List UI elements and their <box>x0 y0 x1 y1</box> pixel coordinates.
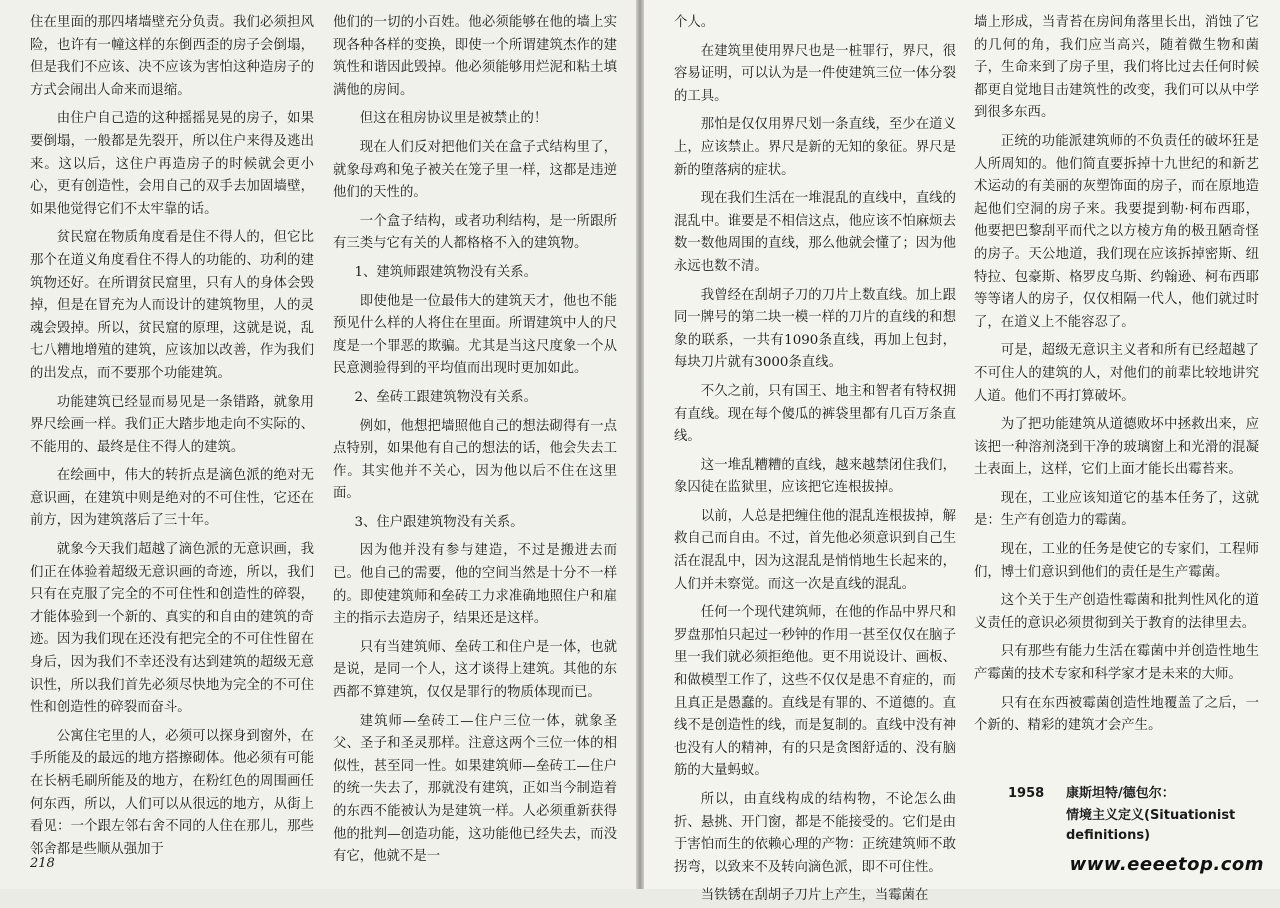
paragraph: 这个关于生产创造性霉菌和批判性风化的道义责任的意识必须贯彻到关于教育的法律里去。 <box>974 593 1259 631</box>
paragraph: 现在，工业的任务是使它的专家们，工程师们，博士们意识到他们的责任是生产霉菌。 <box>974 542 1259 580</box>
book-gutter <box>636 0 644 889</box>
citation-work: 情境主义定义(Situationist definitions) <box>1066 808 1236 843</box>
numbered-heading: 2、垒砖工跟建筑物没有关系。 <box>354 389 538 405</box>
paragraph: 当铁锈在刮胡子刀片上产生，当霉菌在 <box>700 888 929 904</box>
paragraph: 例如，他想把墙照他自己的想法砌得有一点点特别，如果他有自己的想法的话，他会失去工作。其实他并不关心，因为他以后不住在这里面。 <box>333 418 617 502</box>
left-page <box>0 0 636 889</box>
paragraph: 这一堆乱糟糟的直线，越来越禁闭住我们，象囚徒在监狱里，应该把它连根拔掉。 <box>674 457 956 496</box>
paragraph: 就象今天我们超越了滴色派的无意识画，我们正在体验着超级无意识画的奇迹，所以，我们只有在克服了完全的不可住性和创造性的碎裂，才能体验到一个新的、真实的和自由的建筑的奇迹。因为我们现在还没有把完全的不可住性留在身后，因为我们不幸还没有达到建筑的超级无意识性，所以我们首先必须尽快地为完全的不可住性和创造性的碎裂而奋斗。 <box>30 542 314 716</box>
right-page <box>644 0 1280 904</box>
paragraph: 在建筑里使用界尺也是一桩罪行，界尺，很容易证明，可以认为是一件使建筑三位一体分裂的工具。 <box>674 43 956 104</box>
paragraph: 现在我们生活在一堆混乱的直线中，直线的混乱中。谁要是不相信这点，他应该不怕麻烦去数一数他周围的直线，那么他就会懂了；因为他永远也数不清。 <box>674 191 956 274</box>
paragraph: 可是，超级无意识主义者和所有已经超越了不可住人的建筑的人，对他们的前辈比较地讲究人道。他们不再打算破坏。 <box>974 343 1259 404</box>
paragraph: 只有在东西被霉菌创造性地覆盖了之后，一个新的、精彩的建筑才会产生。 <box>974 695 1259 734</box>
paragraph: 个人。 <box>674 15 715 30</box>
paragraph: 公寓住宅里的人，必须可以探身到窗外，在手所能及的最远的地方搭擦砌体。他必须有可能在长柄毛刷所能及的地方，在粉红色的周围画任何东西，所以，人们可以从很远的地方，从街上看见：一个跟左邻右舍不同的人住在那儿，那些邻舍都是些顺从强加于 <box>30 728 314 857</box>
numbered-heading: 3、住户跟建筑物没有关系。 <box>354 514 524 530</box>
paragraph: 在绘画中，伟大的转折点是滴色派的绝对无意识画，在建筑中则是绝对的不可住性，它还在前方，因为建筑落后了三十年。 <box>30 468 314 529</box>
paragraph: 一个盒子结构，或者功利结构，是一所跟所有三类与它有关的人都格格不入的建筑物。 <box>333 213 617 252</box>
citation-year: 1958 <box>1008 786 1045 801</box>
paragraph: 功能建筑已经显而易见是一条错路，就象用界尺绘画一样。我们正大踏步地走向不实际的、不能用的、最终是住不得人的建筑。 <box>30 394 314 455</box>
numbered-heading: 1、建筑师跟建筑物没有关系。 <box>354 264 538 280</box>
paragraph: 以前，人总是把缠住他的混乱连根拔掉，解救自己而自由。不过，首先他必须意识到自己生活在混乱中，因为这混乱是悄悄地生长起来的，人们并未察觉。而这一次是直线的混乱。 <box>674 508 956 592</box>
paragraph: 正统的功能派建筑师的不负责任的破坏狂是人所周知的。他们简直要拆掉十九世纪的和新艺术运动的有美丽的灰塑饰面的房子，而在原地造起他们空洞的房子来。我要提到勒·柯布西耶，他要把巴黎刮平而代之以方棱方角的极丑陋奇怪的房子。天公地道，我们现在应该拆掉密斯、纽特拉、包豪斯、格罗皮乌斯、约翰逊、柯布西耶等等诸人的房子，仅仅相隔一代人，他们就过时了，在道义上不能容忍了。 <box>974 133 1259 330</box>
paragraph: 贫民窟在物质角度看是住不得人的，但它比那个在道义角度看住不得人的功能的、功利的建筑物还好。在所谓贫民窟里，只有人的身体会毁掉，但是在冒充为人而设计的建筑物里，人的灵魂会毁掉。所以，贫民窟的原理，这就是说，乱七八糟地增殖的建筑，应该加以改善，作为我们的出发点，而不要那个功能建筑。 <box>30 230 314 381</box>
paragraph: 只有当建筑师、垒砖工和住户是一体，也就是说，是同一个人，这才谈得上建筑。其他的东西都不算建筑，仅仅是罪行的物质体现而已。 <box>333 639 617 701</box>
paragraph: 现在，工业应该知道它的基本任务了，这就是：生产有创造力的霉菌。 <box>974 490 1259 529</box>
left-column-2 <box>333 12 617 865</box>
page-number: 218 <box>30 856 55 871</box>
watermark-link: www.eeeetop.com <box>1069 854 1264 875</box>
paragraph: 现在人们反对把他们关在盒子式结构里了，就象母鸡和兔子被关在笼子里一样，这都是违逆他们的天性的。 <box>333 139 617 201</box>
right-column-1 <box>674 12 956 904</box>
paragraph: 因为他并没有参与建造，不过是搬进去而已。他自己的需要，他的空间当然是十分不一样的。即使建筑师和垒砖工力求准确地照住户和雇主的指示去造房子，结果还是这样。 <box>333 543 617 627</box>
paragraph: 他们的一切的小百姓。他必须能够在他的墙上实现各种各样的变换，即使一个所谓建筑杰作的建筑性和谐因此毁掉。他必须能够用烂泥和粘土填满他的房间。 <box>333 15 617 98</box>
left-column-1 <box>30 12 314 857</box>
paragraph: 我曾经在刮胡子刀的刀片上数直线。加上跟同一牌号的第二块一模一样的刀片的直线的和想象的联系，一共有1090条直线，再加上包封，每块刀片就有3000条直线。 <box>674 287 956 371</box>
paragraph: 住在里面的那四堵墙壁充分负责。我们必须担风险，也许有一幢这样的东倒西歪的房子会倒塌，但是我们不应该、决不应该为害怕这种造房子的方式会闹出人命来而退缩。 <box>30 15 314 98</box>
paragraph: 不久之前，只有国王、地主和智者有特权拥有直线。现在每个傻瓜的裤袋里都有几百万条直线。 <box>674 383 956 445</box>
paragraph: 只有那些有能力生活在霉菌中并创造性地生产霉菌的技术专家和科学家才是未来的大师。 <box>974 644 1259 683</box>
paragraph: 为了把功能建筑从道德败坏中拯救出来，应该把一种溶剂浇到干净的玻璃窗上和光滑的混凝土表面上，这样，它们上面才能长出霉苔来。 <box>974 417 1259 478</box>
paragraph: 那怕是仅仅用界尺划一条直线，至少在道义上，应该禁止。界尺是新的无知的象征。界尺是新的堕落病的症状。 <box>674 117 956 178</box>
paragraph: 由住户自己造的这种摇摇晃晃的房子，如果要倒塌，一般都是先裂开，所以住户来得及逃出来。这以后，这住户再造房子的时候就会更小心，更有创造性，会用自己的双手去加固墙壁，如果他觉得它们不太牢靠的话。 <box>30 111 314 217</box>
paragraph: 墙上形成，当青苔在房间角落里长出，消蚀了它的几何的角，我们应当高兴，随着微生物和菌子，生命来到了房子里，我们将比过去任何时候都更自觉地目击建筑性的改变，我们可以从中学到很多东西。 <box>974 15 1259 121</box>
paragraph: 即使他是一位最伟大的建筑天才，他也不能预见什么样的人将住在里面。所谓建筑中人的尺度是一个罪恶的欺骗。尤其是当这尺度象一个从民意测验得到的平均值而出现时更加如此。 <box>333 293 617 377</box>
paragraph: 建筑师—垒砖工—住户三位一体，就象圣父、圣子和圣灵那样。注意这两个三位一体的相似性，甚至同一性。如果建筑师—垒砖工—住户的统一失去了，那就没有建筑，正如当今制造着的东西不能被认为是建筑一样。人必须重新获得他的批判—创造功能，这功能他已经失去，而没有它，他就不是一 <box>333 713 617 865</box>
paragraph: 所以，由直线构成的结构物，不论怎么曲折、悬挑、开门窗，都是不能接受的。它们是由于害怕而生的依赖心理的产物：正统建筑师不敢拐弯，以致来不及转向滴色派，即不可住性。 <box>674 792 956 875</box>
paragraph: 任何一个现代建筑师，在他的作品中界尺和罗盘那怕只起过一秒钟的作用一甚至仅仅在脑子里一我们就必须拒绝他。更不用说设计、画板、和做模型工作了，这些不仅仅是患不育症的，而且真正是愚蠢的。直线是有罪的、不道德的。直线不是创造性的线，而是复制的。直线中没有神也没有人的精神，有的只是贪图舒适的、没有脑筋的大量蚂蚁。 <box>674 605 956 779</box>
citation-author: 康斯坦特/德包尔： <box>1066 786 1175 801</box>
right-column-2 <box>974 12 1259 782</box>
paragraph: 但这在租房协议里是被禁止的！ <box>359 111 548 127</box>
